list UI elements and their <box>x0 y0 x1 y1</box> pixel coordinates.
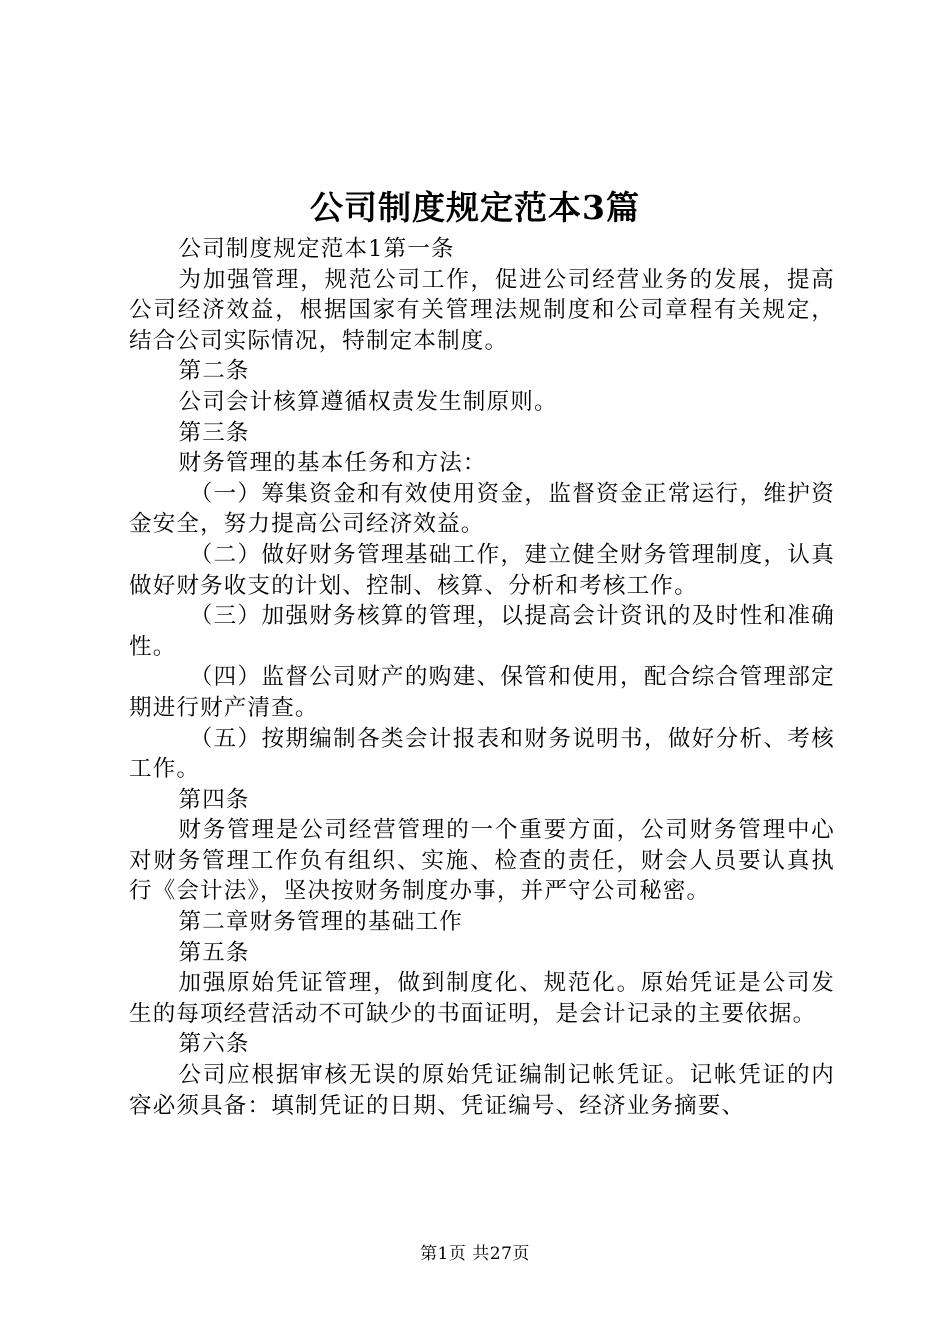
list-item: （三）加强财务核算的管理，以提高会计资讯的及时性和准确性。 <box>129 603 835 660</box>
article-heading: 第四条 <box>178 786 250 813</box>
article-heading: 第六条 <box>178 1031 250 1058</box>
document-title: 公司制度规定范本3篇 <box>310 188 640 227</box>
article-heading: 第三条 <box>178 419 250 446</box>
paragraph: 财务管理的基本任务和方法： <box>178 450 487 477</box>
paragraph: 公司会计核算遵循权责发生制原则。 <box>178 388 558 415</box>
paragraph: 为加强管理，规范公司工作，促进公司经营业务的发展，提高公司经济效益，根据国家有关管理法规制度和公司章程有关规定，结合公司实际情况，特制定本制度。 <box>129 266 835 354</box>
paragraph: 加强原始凭证管理，做到制度化、规范化。原始凭证是公司发生的每项经营活动不可缺少的书面证明，是会计记录的主要依据。 <box>129 970 835 1027</box>
document-body <box>129 234 835 1121</box>
article-heading: 第二条 <box>178 358 250 385</box>
page-number: 第1页 <box>420 1244 467 1264</box>
list-item: （四）监督公司财产的购建、保管和使用，配合综合管理部定期进行财产清查。 <box>129 664 835 721</box>
chapter-heading: 第二章财务管理的基础工作 <box>178 909 463 936</box>
list-item: （一）筹集资金和有效使用资金，监督资金正常运行，维护资金安全，努力提高公司经济效益。 <box>129 480 835 538</box>
paragraph: 公司制度规定范本1第一条 <box>178 236 455 262</box>
paragraph: 财务管理是公司经营管理的一个重要方面，公司财务管理中心对财务管理工作负有组织、实施、检查的责任，财会人员要认真执行《会计法》，坚决按财务制度办事，并严守公司秘密。 <box>129 817 835 905</box>
paragraph: 公司应根据审核无误的原始凭证编制记帐凭证。记帐凭证的内容必须具备：填制凭证的日期、凭证编号、经济业务摘要、 <box>129 1062 835 1119</box>
list-item: （五）按期编制各类会计报表和财务说明书，做好分析、考核工作。 <box>129 725 835 783</box>
page-total: 共27页 <box>472 1244 530 1264</box>
list-item: （二）做好财务管理基础工作，建立健全财务管理制度，认真做好财务收支的计划、控制、核算、分析和考核工作。 <box>129 541 835 599</box>
article-heading: 第五条 <box>178 939 250 966</box>
page-footer <box>0 1243 950 1265</box>
